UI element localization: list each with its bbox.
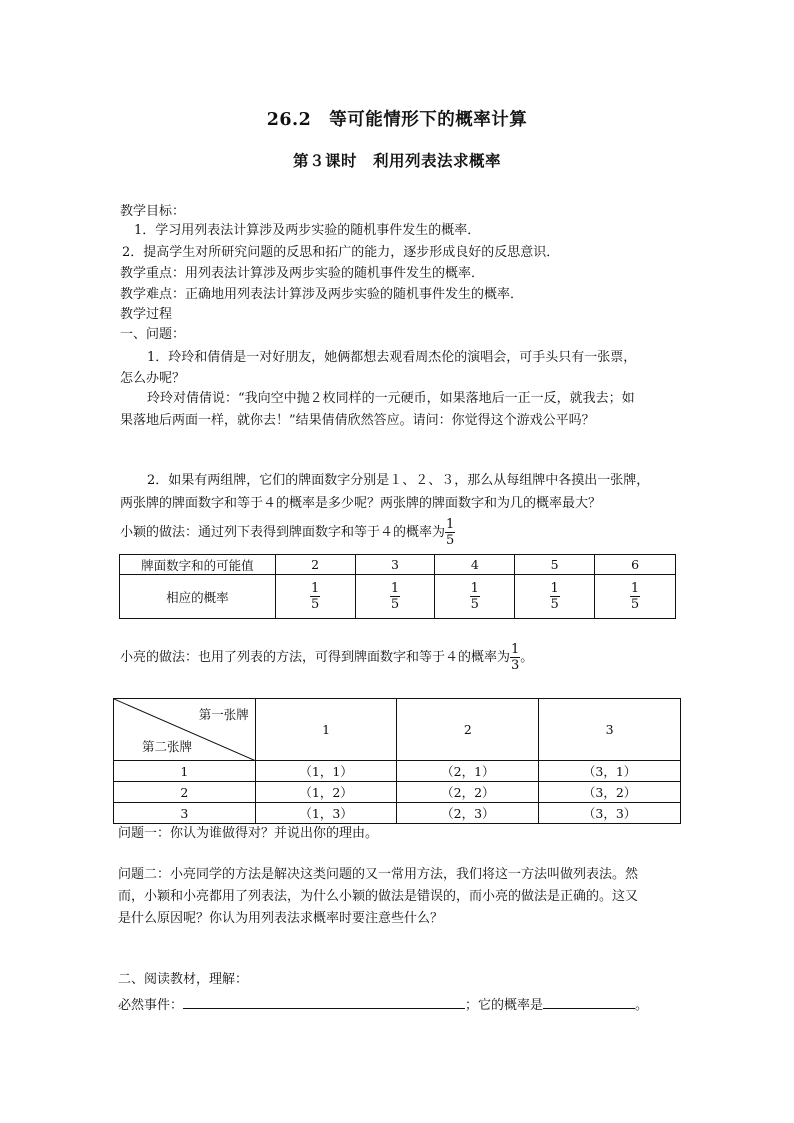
certain-event-line [118,994,648,1016]
difficulty: 教学难点：正确地用列表法计算涉及两步实验的随机事件发生的概率． [120,287,524,302]
sum-value: 2 [275,555,355,575]
probability-cell [355,575,435,619]
card-combination-table [113,698,681,824]
table-cell: （1，2） [255,782,397,803]
column-header: 2 [397,699,539,761]
probability-fraction [630,581,640,612]
question-2-line-2: 两张牌的牌面数字和等于４的概率是多少呢？两张牌的牌面数字和为几的概率最大？ [120,496,602,511]
xiaoying-method [120,517,455,548]
probability-fraction [550,581,560,612]
fraction-numerator: 1 [470,581,479,596]
probability-fraction [470,581,480,612]
question-2-line-1: 2．如果有两组牌，它们的牌面数字分别是１、２、３，那么从每组牌中各摸出一张牌， [147,473,650,488]
table-cell: （3，3） [539,803,681,824]
probability-fraction [310,581,320,612]
question-1b-line-2: 果落地后两面一样，就你去！”结果倩倩欣然答应。请问：你觉得这个游戏公平吗？ [120,413,595,428]
question-1-line-2: 怎么办呢？ [120,371,186,386]
process-heading: 教学过程 [120,307,173,322]
fraction-denominator: 5 [550,597,559,612]
fraction-denominator: 5 [470,597,479,612]
fraction-numerator: 1 [390,581,400,596]
table-cell: （1，3） [255,803,397,824]
fraction-denominator: 5 [390,597,400,612]
fraction-numerator: 1 [550,581,559,596]
xiaoliang-text: 小亮的做法：也用了列表的方法，可得到牌面数字和等于４的概率为 [120,650,511,665]
header-second-card: 第二张牌 [142,739,193,754]
fraction-denominator: 5 [630,597,640,612]
row-label-probability: 相应的概率 [120,575,276,619]
lesson-subtitle: 第３课时 利用列表法求概率 [292,151,501,170]
table-cell: （2，2） [397,782,539,803]
question-two-line-3: 是什么原因呢？你认为用列表法求概率时要注意些什么？ [118,911,444,926]
probability-cell [435,575,515,619]
question-two-line-2: 而，小颖和小亮都用了列表法，为什么小颖的做法是错误的，而小亮的做法是正确的。这又 [118,889,639,904]
table-row [114,803,681,824]
fraction-numerator: 1 [630,581,640,596]
fraction-numerator: 1 [511,642,520,657]
goals-heading: 教学目标： [120,204,186,219]
section-1-heading: 一、问题： [120,327,186,342]
certain-event-label: 必然事件： [118,998,184,1013]
sum-value: 4 [435,555,515,575]
fraction-numerator: 1 [310,581,320,596]
table-row [120,575,676,619]
question-1-line-1: 1．玲玲和倩倩是一对好朋友，她俩都想去观看周杰伦的演唱会，可手头只有一张票， [147,350,637,365]
page-title: 26.2 等可能情形下的概率计算 [266,110,528,130]
diagonal-header-cell [114,699,256,761]
table-row [120,555,676,575]
xiaoying-fraction [445,517,455,548]
column-header: 1 [255,699,397,761]
table-row [114,761,681,782]
certain-event-end: 。 [635,998,649,1013]
question-1b-line-1: 玲玲对倩倩说：“我向空中抛２枚同样的一元硬币，如果落地后一正一反，就我去；如 [147,391,635,406]
probability-fraction [390,581,400,612]
table-cell: （2，3） [397,803,539,824]
certain-probability-blank[interactable] [543,994,635,1009]
table-cell: （2，1） [397,761,539,782]
sum-value: 5 [515,555,595,575]
fraction-denominator: 5 [446,533,455,548]
table-header-row [114,699,681,761]
probability-cell [595,575,676,619]
sum-probability-table [119,554,676,619]
xiaoliang-end: 。 [520,650,534,665]
row-header: 2 [114,782,256,803]
question-one: 问题一：你认为谁做得对？并说出你的理由。 [118,826,379,841]
table-cell: （3，1） [539,761,681,782]
fraction-numerator: 1 [446,517,455,532]
probability-cell [275,575,355,619]
table-row [114,782,681,803]
question-two-line-1: 问题二：小亮同学的方法是解决这类问题的又一常用方法，我们将这一方法叫做列表法。然 [118,867,639,882]
fraction-denominator: 5 [310,597,320,612]
certain-event-mid: ；它的概率是 [465,998,544,1013]
goal-2: 2．提高学生对所研究问题的反思和拓广的能力，逐步形成良好的反思意识． [122,245,560,260]
fraction-denominator: 3 [511,658,520,673]
table-cell: （3，2） [539,782,681,803]
sum-value: 3 [355,555,435,575]
probability-cell [515,575,595,619]
goal-1: 1．学习用列表法计算涉及两步实验的随机事件发生的概率． [134,223,481,238]
header-first-card: 第一张牌 [198,707,249,722]
section-2-heading: 二、阅读教材，理解： [118,972,249,987]
sum-value: 6 [595,555,676,575]
certain-event-blank[interactable] [183,994,465,1009]
row-header: 3 [114,803,256,824]
table-cell: （1，1） [255,761,397,782]
xiaoliang-fraction [510,642,520,673]
key-point: 教学重点：用列表法计算涉及两步实验的随机事件发生的概率． [120,266,485,281]
column-header: 3 [539,699,681,761]
xiaoliang-method [120,642,533,673]
row-label-sum: 牌面数字和的可能值 [120,555,276,575]
xiaoying-text: 小颖的做法：通过列下表得到牌面数字和等于４的概率为 [120,525,446,540]
row-header: 1 [114,761,256,782]
